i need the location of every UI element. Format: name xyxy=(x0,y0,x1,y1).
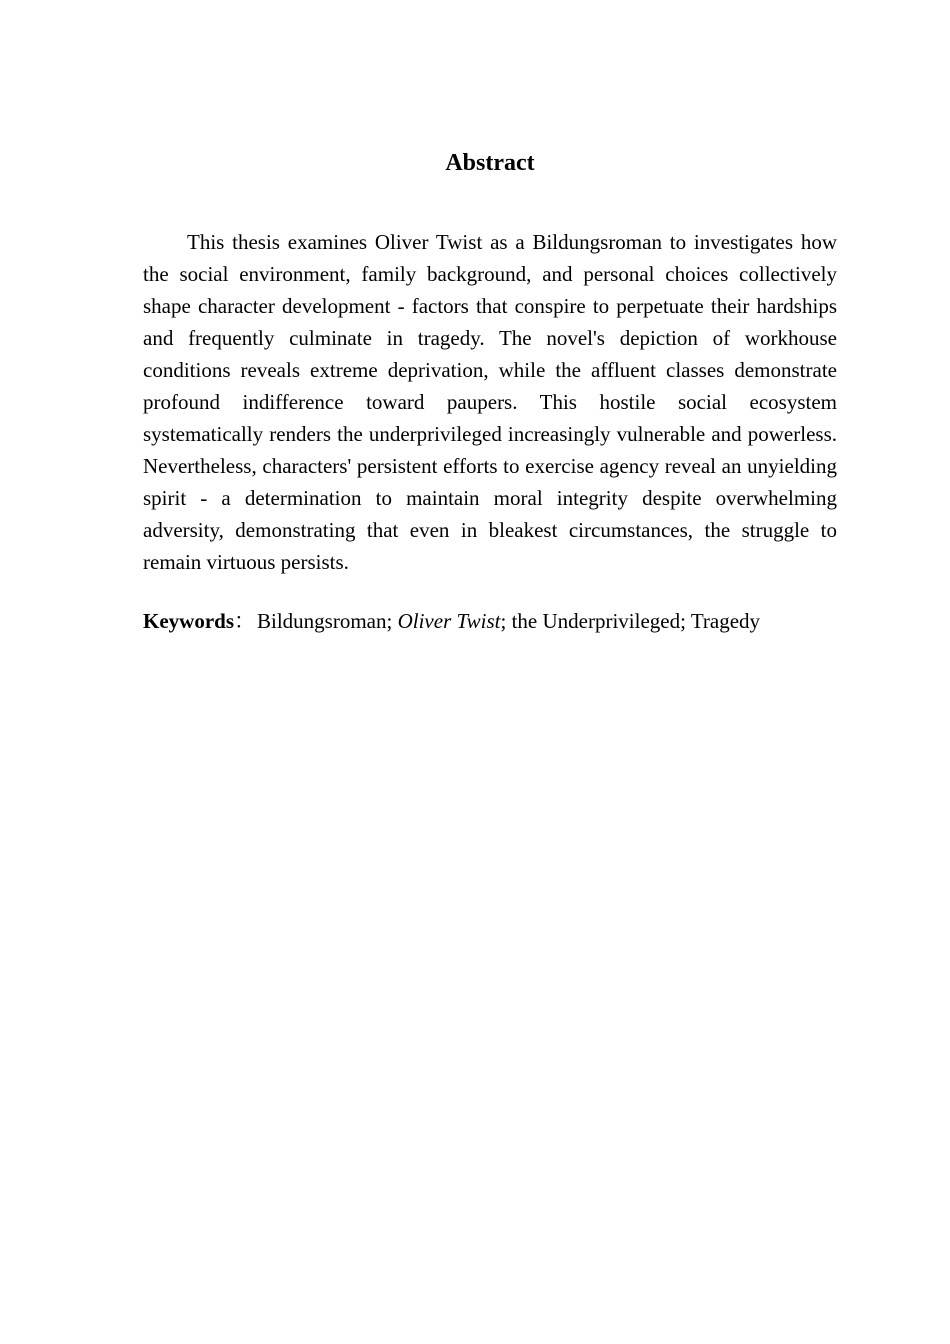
keywords-line xyxy=(143,605,903,637)
keyword-item-italic: Oliver Twist xyxy=(397,609,501,633)
abstract-body: This thesis examines Oliver Twist as a Bildungsroman to investigates how the social environment, family background, and personal choices collectively shape character development - factors that conspire to perpetuate their hardships and frequently culminate in tragedy. The novel's depiction of workhouse conditions reveals extreme deprivation, while the affluent classes demonstrate profound indifference toward paupers. This hostile social ecosystem systematically renders the underprivileged increasingly vulnerable and powerless. Nevertheless, characters' persistent efforts to exercise agency reveal an unyielding spirit - a determination to maintain moral integrity despite overwhelming adversity, demonstrating that even in bleakest circumstances, the struggle to remain virtuous persists. xyxy=(143,230,837,574)
keyword-delimiter: ; xyxy=(386,609,398,633)
abstract-title: Abstract xyxy=(445,150,535,176)
keyword-delimiter: ; xyxy=(500,609,512,633)
keywords-label: Keywords xyxy=(143,609,234,633)
keyword-item: the Underprivileged xyxy=(511,609,681,633)
keyword-item: Bildungsroman xyxy=(257,609,387,633)
keyword-item: Tragedy xyxy=(690,609,761,633)
keywords-separator: ： xyxy=(234,609,255,633)
keyword-delimiter: ; xyxy=(680,609,691,633)
